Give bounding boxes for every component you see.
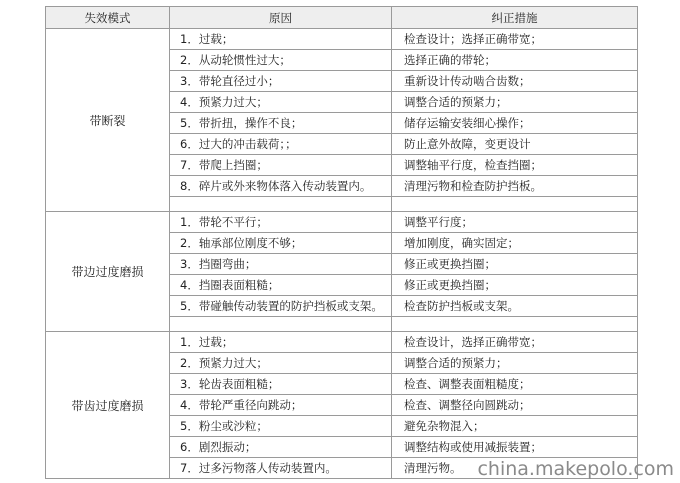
fix-cell: 储存运输安装细心操作； [392,113,638,134]
fix-cell: 增加刚度，确实固定； [392,233,638,254]
cause-cell: 6．剧烈振动； [170,437,392,458]
empty-cell [392,317,638,332]
fix-cell: 清理污物和检查防护挡板。 [392,176,638,197]
empty-cell [170,317,392,332]
header-mode: 失效模式 [46,7,170,29]
table-row [46,212,638,233]
cause-cell: 4．预紧力过大； [170,92,392,113]
table-row [46,332,638,353]
cause-cell: 1．过载； [170,332,392,353]
fix-cell: 检查防护挡板或支架。 [392,296,638,317]
fix-cell: 选择正确的带轮； [392,50,638,71]
empty-cell [170,197,392,212]
cause-cell: 5．粉尘或沙粒； [170,416,392,437]
fix-cell: 重新设计传动啮合齿数； [392,71,638,92]
cause-cell: 2．从动轮惯性过大； [170,50,392,71]
empty-cell [392,197,638,212]
site-watermark: china.makepolo.com [477,458,674,480]
cause-cell: 1．带轮不平行； [170,212,392,233]
header-cause: 原因 [170,7,392,29]
fix-cell: 调整平行度； [392,212,638,233]
cause-cell: 2．轴承部位刚度不够； [170,233,392,254]
fix-cell: 检查设计；选择正确带宽； [392,29,638,50]
cause-cell: 5．带折扭，操作不良； [170,113,392,134]
group-belt-edge-wear [46,212,638,332]
fix-cell: 检查、调整径向圆跳动； [392,395,638,416]
cause-cell: 4．带轮严重径向跳动； [170,395,392,416]
failure-mode-table [45,6,638,479]
cause-cell: 3．轮齿表面粗糙； [170,374,392,395]
cause-cell: 3．带轮直径过小； [170,71,392,92]
group-tooth-wear [46,332,638,479]
fix-cell: 检查设计，选择正确带宽； [392,332,638,353]
fix-cell: 避免杂物混入； [392,416,638,437]
fix-cell: 调整结构或使用减振装置； [392,437,638,458]
fix-cell: 调整合适的预紧力； [392,353,638,374]
fix-cell: 清理污物。 [392,458,638,479]
cause-cell: 4．挡圈表面粗糙； [170,275,392,296]
fix-cell: 调整轴平行度，检查挡圈； [392,155,638,176]
fix-cell: 防止意外故障，变更设计 [392,134,638,155]
cause-cell: 2．预紧力过大； [170,353,392,374]
cause-cell: 3．挡圈弯曲； [170,254,392,275]
cause-cell: 7．过多污物落人传动装置内。 [170,458,392,479]
cause-cell: 6．过大的冲击载荷；； [170,134,392,155]
fix-cell: 修正或更换挡圈； [392,275,638,296]
failure-mode-cell: 带齿过度磨损 [46,332,170,479]
header-fix: 纠正措施 [392,7,638,29]
failure-mode-cell: 带断裂 [46,29,170,212]
fix-cell: 调整合适的预紧力； [392,92,638,113]
cause-cell: 7．带爬上挡圈； [170,155,392,176]
fix-cell: 修正或更换挡圈； [392,254,638,275]
cause-cell: 1．过载； [170,29,392,50]
table-row [46,29,638,50]
cause-cell: 8．碎片或外来物体落入传动装置内。 [170,176,392,197]
header-row [46,7,638,29]
failure-mode-cell: 带边过度磨损 [46,212,170,332]
fix-cell: 检查、调整表面粗糙度； [392,374,638,395]
group-belt-fracture [46,29,638,212]
cause-cell: 5．带碰触传动装置的防护挡板或支架。 [170,296,392,317]
